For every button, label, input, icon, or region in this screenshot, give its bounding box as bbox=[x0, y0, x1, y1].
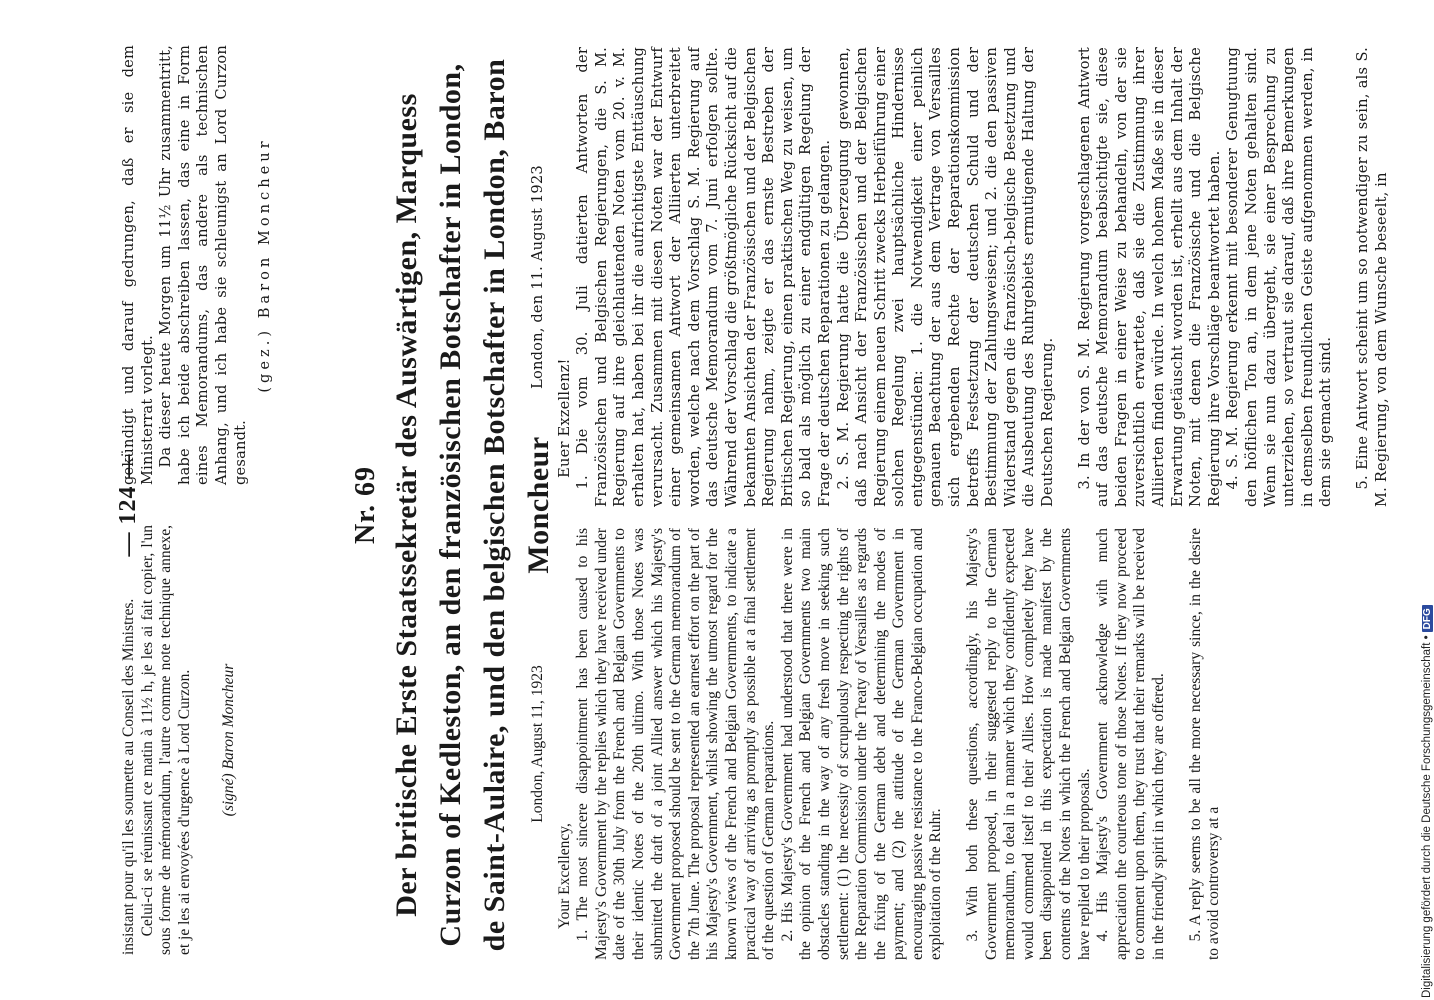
english-paragraph-2: 2. His Majesty's Government had understood that there were in the opinion of the French and Belgian Governments two main obstacles standing in the way of any fresh move in seeking such settlement: (1) the necessity of scrupulously respecting the rights of the Reparation Commission under the Treaty of Versailles as regards the fixing of the German debt and determining the modes of payment; and (2) the attitude of the German Government in encouraging passive resistance to the Franco-Belgian occupation and exploitation of the Ruhr. bbox=[778, 528, 945, 960]
document-number: Nr. 69 bbox=[350, 465, 381, 545]
english-paragraph-3: 3. With both these questions, accordingly, his Majesty's Government proposed, in their suggested reply to the German memorandum, to deal in a manner which they confidently expected would commend itself to their Allies. How completely they have been disappointed in this expectation is made manifest by the contents of the Notes in which the French and Belgian Governments have replied to their proposals. bbox=[964, 528, 1093, 960]
english-paragraph-4: 4. His Majesty's Government acknowledge with much appreciation the courteous tone of those Notes. If they now proceed to comment upon them, they trust that their remarks will be received in the friendly spirit in which they are offered. bbox=[1094, 528, 1167, 960]
french-signature: (signé) Baron Moncheur bbox=[220, 663, 238, 817]
german-dateline: London, den 11. August 1923 bbox=[529, 165, 546, 389]
german-top-column bbox=[120, 45, 275, 485]
book-page-rotated bbox=[40, 25, 1434, 985]
german-paragraph-1: 1. Die vom 30. Juli datierten Antworten der Französischen und Belgischen Regierungen, die S. M. Regierung auf ihre gleichlautenden Noten vom 20. v. M. erhalten hat, haben bei ihr die aufrichtigste Enttäuschung verursacht. Zusammen mit diesen Noten war der Entwurf einer gemeinsamen Antwort der Alliierten unterbreitet worden, welche nach dem Vorschlag S. M. Regierung auf das deutsche Memorandum vom 7. Juni erfolgen sollte. Während der Vorschlag die größtmögliche Rücksicht auf die bekannten Ansichten der Französischen und der Belgischen Regierung nahm, zeigte er das ernste Bestreben der Britischen Regierung, einen praktischen Weg zu weisen, um so bald als möglich zu einer endgültigen Regelung der Frage der deutschen Reparationen zu gelangen. bbox=[574, 47, 833, 507]
english-salutation: Your Excellency, bbox=[555, 823, 573, 929]
german-salutation: Euer Exzellenz! bbox=[555, 358, 573, 478]
french-top-column bbox=[120, 525, 239, 955]
french-paragraph: Celui-ci se réunissant ce matin à 11½ h, je les ai fait copier, l'un sous forme de mémorandum, l'autre comme note technique annexe, et je les ai envoyées d'urgence à Lord Curzon. bbox=[138, 525, 193, 955]
english-paragraph-1: 1. The most sincere disappointment has been caused to his Majesty's Government by the replies which they have received under date of the 30th July from the French and Belgian Governments to their identic Notes of the 20th ultimo. With those Notes was submitted the draft of a joint Allied answer which his Majesty's Government proposed should be sent to the German memorandum of the 7th June. The proposal represented an earnest effort on the part of his Majesty's Government, whilst showing the utmost regard for the known views of the French and Belgian Governments, to indicate a practical way of arriving as promptly as possible at a final settlement of the question of German reparations. bbox=[574, 528, 778, 960]
english-column bbox=[525, 528, 1224, 960]
german-column bbox=[525, 47, 1391, 507]
german-paragraph-2: 2. S. M. Regierung hatte die Überzeugung gewonnen, daß nach Ansicht der Französischen und der Belgischen Regierung einem neuen Schritt zwecks Herbeiführung einer solchen Regelung zwei hauptsächliche Hindernisse entgegenstünden: 1. die Notwendigkeit einer peinlich genauen Beachtung der aus dem Vertrage von Versailles sich ergebenden Rechte der Reparationskommission betreffs Festsetzung der deutschen Schuld und der Bestimmung der Zahlungsweisen; und 2. die den passiven Widerstand gegen die französisch-belgische Besetzung und die Ausbeutung des Ruhrgebiets ermutigende Haltung der Deutschen Regierung. bbox=[834, 47, 1057, 507]
funding-note bbox=[1421, 8, 1434, 998]
german-signature: (gez.) Baron Moncheur bbox=[256, 137, 274, 393]
french-paragraph: insistant pour qu'il les soumette au Conseil des Ministres. bbox=[120, 598, 137, 955]
german-paragraph: gekündigt und darauf gedrungen, daß er sie dem Ministerrat vorlegt. bbox=[120, 45, 156, 485]
german-paragraph-5: 5. Eine Antwort scheint um so notwendiger zu sein, als S. M. Regierung, von dem Wunsche beseelt, in bbox=[1353, 47, 1390, 507]
english-dateline: London, August 11, 1923 bbox=[529, 665, 546, 823]
page-number: — 124 — bbox=[115, 453, 141, 557]
document-title: Der britische Erste Staatssekretär des Auswärtigen, Marquess Curzon of Kedleston, an den französischen Botschafter in London, de Saint-Aulaire, und den belgischen Botschafter in London, Baron Moncheur bbox=[390, 58, 555, 952]
funding-note-text-wrap bbox=[1421, 605, 1433, 998]
dfg-logo: DFG bbox=[1422, 605, 1433, 632]
german-paragraph-3: 3. In der von S. M. Regierung vorgeschlagenen Antwort auf das deutsche Memorandum beabsichtigte sie, diese beiden Fragen in einer Weise zu behandeln, von der sie zuversichtlich erwartete, daß sie die Zustimmung ihrer Alliierten finden würde. In welch hohem Maße sie in dieser Erwartung getäuscht worden ist, erhellt aus dem Inhalt der Noten, mit denen die Französische und die Belgische Regierung ihre Vorschläge beantwortet haben. bbox=[1075, 47, 1223, 507]
german-paragraph: Da dieser heute Morgen um 11½ Uhr zusammentritt, habe ich beide abschreiben lassen, das eine in Form eines Memorandums, das andere als technischen Anhang, und ich habe sie schleunigst an Lord Curzon gesandt. bbox=[157, 45, 249, 485]
english-paragraph-5: 5. A reply seems to be all the more necessary since, in the desire to avoid controversy at a bbox=[1186, 528, 1223, 960]
german-paragraph-4: 4. S. M. Regierung erkennt mit besonderer Genugtuung den höflichen Ton an, in dem jene Noten gehalten sind. Wenn sie nun dazu übergeht, sie einer Besprechung zu unterziehen, so vertraut sie darauf, daß ihre Bemerkungen in demselben freundlichen Geiste aufgenommen werden, in dem sie gemacht sind. bbox=[1224, 47, 1335, 507]
funding-note-text: Digitalisierung gefördert durch die Deutsche Forschungsgemeinschaft • bbox=[1421, 635, 1433, 998]
